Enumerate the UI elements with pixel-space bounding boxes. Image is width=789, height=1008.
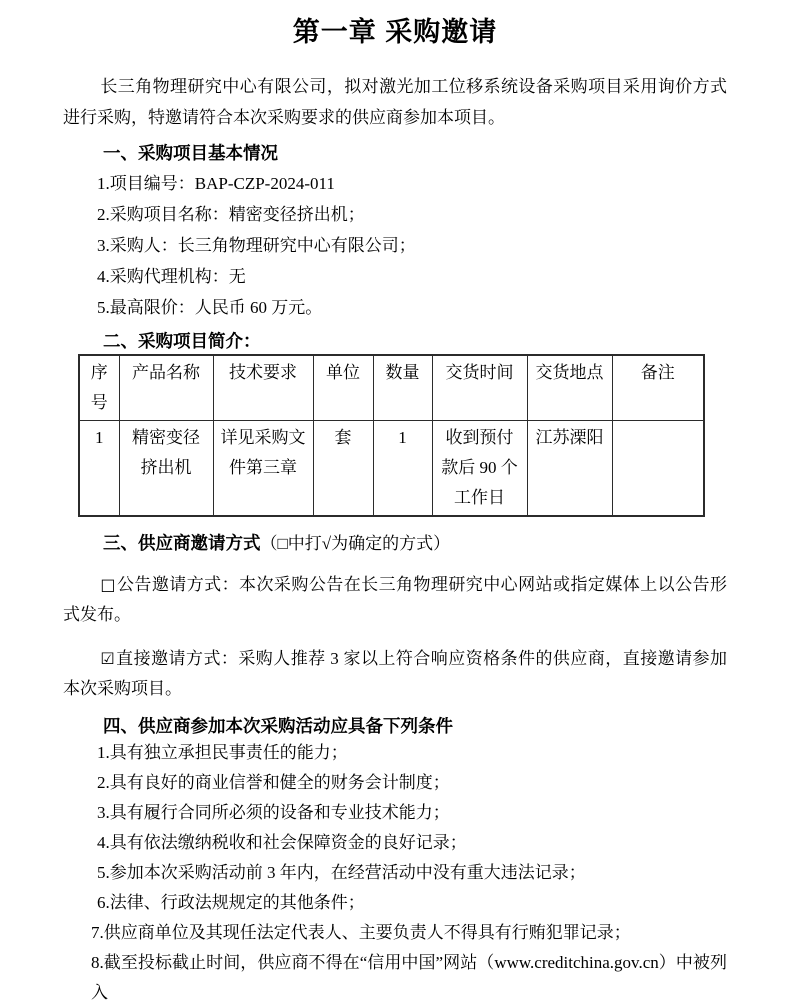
section1-item-5: 5.最高限价：人民币 60 万元。 — [97, 298, 323, 317]
col-header-delivery-place: 交货地点 — [527, 355, 612, 421]
section1-item-3: 3.采购人：长三角物理研究中心有限公司； — [97, 236, 416, 255]
section3-heading-bold: 三、供应商邀请方式 — [103, 533, 261, 553]
option-direct-invitation — [63, 644, 727, 704]
col-header-product-name: 产品名称 — [119, 355, 213, 421]
cell-delivery-place: 江苏溧阳 — [527, 421, 612, 517]
cell-delivery-time: 收到预付款后 90 个工作日 — [432, 421, 527, 517]
col-header-tech-requirements: 技术要求 — [213, 355, 313, 421]
section3-heading — [63, 531, 727, 556]
section4-item-8: 8.截至投标截止时间，供应商不得在“信用中国”网站（www.creditchina.gov.cn）中被列入 — [91, 953, 727, 1002]
col-header-delivery-time: 交货时间 — [432, 355, 527, 421]
col-header-quantity: 数量 — [373, 355, 432, 421]
section4-item-3: 3.具有履行合同所必须的设备和专业技术能力； — [97, 803, 450, 822]
section4-item-2: 2.具有良好的商业信誉和健全的财务会计制度； — [97, 773, 450, 792]
option-direct-text: 直接邀请方式：采购人推荐 3 家以上符合响应资格条件的供应商，直接邀请参加本次采购项目。 — [63, 649, 727, 698]
option-announcement-text: 公告邀请方式：本次采购公告在长三角物理研究中心网站或指定媒体上以公告形式发布。 — [63, 575, 727, 624]
col-header-unit: 单位 — [313, 355, 373, 421]
cell-index: 1 — [79, 421, 119, 517]
option-announcement-invitation — [63, 570, 727, 630]
section4-item-6: 6.法律、行政法规规定的其他条件； — [97, 893, 365, 912]
col-header-index: 序号 — [79, 355, 119, 421]
section1-item-2: 2.采购项目名称：精密变径挤出机； — [97, 205, 365, 224]
section1-item-1: 1.项目编号：BAP-CZP-2024-011 — [97, 174, 335, 193]
checkbox-checked-icon: ☑ — [100, 649, 115, 668]
section4-item-7: 7.供应商单位及其现任法定代表人、主要负责人不得具有行贿犯罪记录； — [91, 923, 631, 942]
table-header-row — [79, 355, 704, 421]
section4-item-5: 5.参加本次采购活动前 3 年内，在经营活动中没有重大违法记录； — [97, 863, 586, 882]
section1-heading: 一、采购项目基本情况 — [103, 143, 278, 163]
section3-heading-note: （□中打√为确定的方式） — [260, 534, 451, 553]
col-header-remark: 备注 — [612, 355, 704, 421]
section4-heading: 四、供应商参加本次采购活动应具备下列条件 — [103, 716, 453, 736]
section2-heading: 二、采购项目简介： — [103, 331, 261, 351]
cell-remark — [612, 421, 704, 517]
cell-unit: 套 — [313, 421, 373, 517]
table-row — [79, 421, 704, 517]
checkbox-unchecked-icon: □ — [100, 575, 116, 594]
section4-item-1: 1.具有独立承担民事责任的能力； — [97, 743, 348, 762]
products-table — [78, 354, 705, 517]
chapter-title: 第一章 采购邀请 — [292, 17, 498, 47]
cell-tech-requirements: 详见采购文件第三章 — [213, 421, 313, 517]
section4-item-4: 4.具有依法缴纳税收和社会保障资金的良好记录； — [97, 833, 467, 852]
cell-quantity: 1 — [373, 421, 432, 517]
section1-item-4: 4.采购代理机构：无 — [97, 267, 246, 286]
intro-paragraph: 长三角物理研究中心有限公司，拟对激光加工位移系统设备采购项目采用询价方式进行采购，特邀请符合本次采购要求的供应商参加本项目。 — [63, 77, 727, 127]
cell-product-name: 精密变径挤出机 — [119, 421, 213, 517]
